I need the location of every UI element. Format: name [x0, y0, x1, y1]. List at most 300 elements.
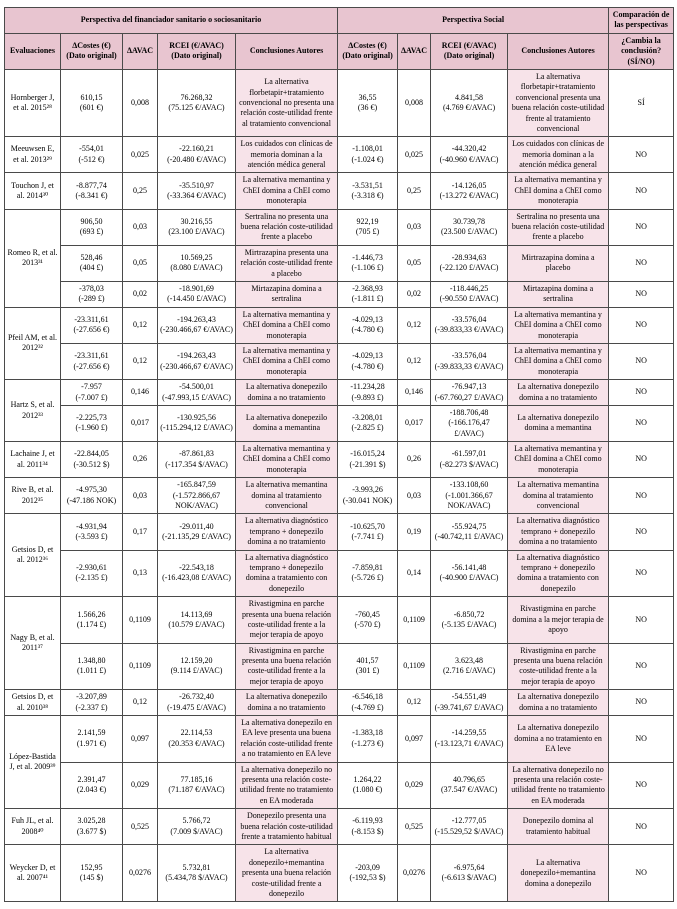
funder-delta-cost-cell: [61, 845, 123, 902]
evaluation-label: Hornberger J, et al. 2015²⁸: [5, 69, 61, 136]
evaluation-label: Hartz S, et al. 2012³³: [5, 380, 61, 442]
cost-original-value: (-1.024 €): [351, 154, 384, 164]
cost-original-value: (-27.656 €): [73, 361, 110, 371]
evaluation-label: López-Bastida J, et al. 2009³⁹: [5, 716, 61, 809]
social-delta-avac-cell: 0,03: [398, 478, 431, 514]
social-conclusion-cell: La alternativa donepezilo domina a memantina: [508, 405, 609, 441]
social-conclusions-column-header: Conclusiones Autores: [508, 33, 609, 69]
funder-delta-cost-cell: [61, 343, 123, 379]
rcei-value: -54.551,49: [451, 692, 487, 702]
social-conclusion-cell: La alternativa florbetapir+tratamiento convencional presenta una buena relación coste-utilidad frente al tratamiento convencional: [508, 69, 609, 136]
cost-value: -22.844,05: [74, 449, 109, 459]
cost-value: 922,19: [356, 216, 379, 226]
social-delta-cost-cell: [338, 643, 398, 690]
cost-value: -3.207,89: [76, 692, 107, 702]
social-delta-cost-cell: [338, 307, 398, 343]
social-conclusion-cell: Sertralina no presenta una buena relación coste-utilidad frente a placebo: [508, 209, 609, 245]
rcei-original-value: (-39.833,33 €/AVAC): [434, 361, 504, 371]
table-row: [5, 690, 674, 716]
table-row: [5, 643, 674, 690]
funder-conclusion-cell: La alternativa donepezilo domina a memantina: [236, 405, 338, 441]
rcei-original-value: (-33.364 €/AVAC): [167, 191, 226, 201]
social-delta-avac-cell: 0,525: [398, 809, 431, 845]
funder-conclusion-cell: La alternativa memantina y ChEI domina a ChEI como monoterapia: [236, 442, 338, 478]
cost-value: -4.029,13: [352, 351, 383, 361]
social-delta-cost-cell: [338, 690, 398, 716]
funder-rcei-cell: [158, 173, 236, 209]
funder-conclusion-cell: La alternativa diagnóstico temprano + donepezilo domina a no tratamiento: [236, 514, 338, 550]
table-row: [5, 514, 674, 550]
social-rcei-cell: [431, 137, 508, 173]
funder-delta-cost-cell: [61, 478, 123, 514]
rcei-original-value: (-40.900 £/AVAC): [439, 573, 499, 583]
table-row: [5, 307, 674, 343]
social-rcei-cell: [431, 716, 508, 763]
rcei-original-value: (9.114 £/AVAC): [170, 666, 223, 676]
conclusion-change-cell: NO: [609, 137, 674, 173]
rcei-original-value: (-19.475 £/AVAC): [167, 702, 226, 712]
funder-delta-avac-cell: 0,008: [123, 69, 158, 136]
social-delta-cost-cell: [338, 209, 398, 245]
rcei-original-value: (23.100 £/AVAC): [168, 227, 225, 237]
rcei-value: 3.623,48: [455, 656, 484, 666]
rcei-original-value: (-1.001.366,67 NOK/AVAC): [445, 490, 493, 511]
funder-rcei-cell: [158, 380, 236, 406]
cost-value: 610,15: [80, 92, 103, 102]
rcei-value: -22.543,18: [179, 562, 214, 572]
social-rcei-cell: [431, 514, 508, 550]
evaluation-label: Getsios D, et al. 2012³⁶: [5, 514, 61, 597]
cost-value: -6.119,93: [352, 816, 383, 826]
cost-value: -3.208,01: [352, 413, 383, 423]
cost-value: -3.993,26: [352, 485, 383, 495]
cost-original-value: (-5.726 £): [351, 573, 384, 583]
funder-rcei-cell: [158, 690, 236, 716]
social-rcei-cell: [431, 597, 508, 644]
rcei-original-value: (-47.993,15 £/AVAC): [162, 392, 231, 402]
rcei-value: -12.777,05: [451, 816, 487, 826]
table-row: [5, 845, 674, 902]
social-delta-avac-cell: 0,03: [398, 209, 431, 245]
funder-rcei-cell: [158, 343, 236, 379]
funder-conclusion-cell: La alternativa memantina y ChEI domina a ChEI como monoterapia: [236, 343, 338, 379]
cost-original-value: (601 €): [79, 103, 104, 113]
cost-value: -2.225,73: [76, 413, 107, 423]
rcei-value: 10.569,25: [180, 253, 213, 262]
cost-original-value: (-30.512 $): [73, 459, 110, 469]
rcei-value: -194.263,43: [177, 314, 216, 324]
social-delta-cost-cell: [338, 380, 398, 406]
social-delta-avac-cell: 0,029: [398, 762, 431, 809]
social-delta-cost-cell: [338, 245, 398, 281]
funder-rcei-cell: [158, 597, 236, 644]
funder-delta-avac-cell: 0,25: [123, 173, 158, 209]
rcei-original-value: (-166.176,47 £/AVAC): [448, 418, 490, 438]
cost-original-value: (-9.893 £): [351, 392, 384, 402]
funder-rcei-cell: [158, 762, 236, 809]
rcei-original-value: (-40.742,11 £/AVAC): [434, 531, 504, 541]
funder-delta-avac-cell: 0,02: [123, 281, 158, 307]
funder-delta-avac-cell: 0,097: [123, 716, 158, 763]
conclusion-change-cell: NO: [609, 380, 674, 406]
cost-value: -7.859,81: [352, 562, 383, 572]
social-rcei-cell: [431, 809, 508, 845]
rcei-value: -55.924,75: [451, 521, 487, 531]
conclusion-change-cell: NO: [609, 716, 674, 763]
cost-original-value: (693 £): [79, 227, 104, 237]
social-delta-cost-cell: [338, 762, 398, 809]
rcei-original-value: (-40.960 €/AVAC): [439, 154, 499, 164]
funder-delta-cost-cell: [61, 514, 123, 550]
social-delta-avac-cell: 0,12: [398, 690, 431, 716]
evaluation-label: Weycker D, et al. 2007⁴¹: [5, 845, 61, 902]
social-conclusion-cell: Mirtazapina domina a sertralina: [508, 281, 609, 307]
table-header: [5, 8, 674, 70]
social-avac-column-header: ΔAVAC: [398, 33, 431, 69]
cost-original-value: (1.011 £): [76, 666, 107, 676]
conclusion-change-cell: NO: [609, 173, 674, 209]
cost-original-value: (-1.811 £): [351, 294, 384, 304]
funder-conclusion-cell: La alternativa donepezilo no presenta una relación coste-utilidad frente no tratamiento en EA moderada: [236, 762, 338, 809]
funder-delta-avac-cell: 0,029: [123, 762, 158, 809]
funder-delta-avac-cell: 0,03: [123, 478, 158, 514]
rcei-original-value: (-22.120 £/AVAC): [439, 263, 499, 273]
rcei-value: 76.268,32: [180, 92, 213, 102]
cost-original-value: (-27.656 €): [73, 325, 110, 335]
funder-delta-cost-cell: [61, 281, 123, 307]
cost-original-value: (705 £): [355, 227, 380, 237]
rcei-value: 22.114,53: [180, 728, 213, 738]
funder-rcei-cell: [158, 209, 236, 245]
rcei-original-value: (23.500 £/AVAC): [440, 227, 498, 237]
conclusion-change-cell: NO: [609, 245, 674, 281]
rcei-original-value: (-21.135,29 £/AVAC): [162, 531, 231, 541]
social-rcei-cell: [431, 643, 508, 690]
cost-value: -554,01: [79, 144, 104, 154]
rcei-original-value: (-5.135 £/AVAC): [441, 619, 497, 629]
evaluation-label: Getsios D, et al. 2010³⁸: [5, 690, 61, 716]
funder-delta-cost-cell: [61, 597, 123, 644]
social-delta-cost-cell: [338, 514, 398, 550]
funder-rcei-cell: [158, 442, 236, 478]
rcei-value: -6.975,64: [453, 862, 485, 872]
cost-value: -1.108,01: [352, 144, 383, 154]
rcei-original-value: (-13.272 €/AVAC): [439, 191, 499, 201]
cost-value: -1.446,73: [352, 253, 383, 262]
table-row: [5, 597, 674, 644]
funder-rcei-cell: [158, 478, 236, 514]
social-delta-cost-cell: [338, 597, 398, 644]
funder-delta-avac-cell: 0,03: [123, 209, 158, 245]
cost-value: -378,03: [79, 283, 104, 293]
funder-conclusion-cell: Rivastigmina en parche presenta una buena relación coste-utilidad frente a la mejor terapia de apoyo: [236, 643, 338, 690]
social-rcei-cell: [431, 405, 508, 441]
social-delta-avac-cell: 0,02: [398, 281, 431, 307]
table-row: [5, 209, 674, 245]
table-row: [5, 69, 674, 136]
social-delta-cost-cell: [338, 343, 398, 379]
cost-original-value: (-512 €): [78, 154, 105, 164]
funder-rcei-cell: [158, 69, 236, 136]
social-rcei-cell: [431, 550, 508, 597]
evaluation-label: Meeuwsen E, et al. 2013²⁹: [5, 137, 61, 173]
funder-delta-cost-cell: [61, 442, 123, 478]
rcei-original-value: (-117.354 $/AVAC): [165, 459, 228, 469]
funder-conclusions-column-header: Conclusiones Autores: [236, 33, 338, 69]
social-delta-cost-cell: [338, 173, 398, 209]
column-header-row: [5, 33, 674, 69]
rcei-value: -76.947,13: [451, 382, 487, 392]
rcei-value: 5.766,72: [182, 816, 211, 826]
rcei-value: -33.576,04: [451, 314, 487, 324]
group-header-row: [5, 8, 674, 34]
rcei-value: -33.576,04: [451, 351, 487, 361]
conclusion-change-cell: NO: [609, 478, 674, 514]
cost-value: -2.368,93: [352, 283, 383, 293]
funder-rcei-cell: [158, 245, 236, 281]
cost-original-value: (-3.593 £): [75, 531, 108, 541]
rcei-value: -18.901,69: [179, 283, 214, 293]
funder-rcei-cell: [158, 809, 236, 845]
rcei-original-value: (-230.466,67 €/AVAC): [160, 361, 233, 371]
rcei-original-value: (2.716 £/AVAC): [442, 666, 496, 676]
cost-value: -2.930,61: [76, 562, 107, 572]
funder-delta-cost-cell: [61, 380, 123, 406]
social-rcei-cell: [431, 442, 508, 478]
social-conclusion-cell: La alternativa donepezilo domina a no tratamiento: [508, 380, 609, 406]
social-delta-cost-cell: [338, 845, 398, 902]
cost-value: -760,45: [355, 609, 380, 619]
funder-perspective-group-header: Perspectiva del financiador sanitario o sociosanitario: [5, 8, 338, 34]
social-rcei-cell: [431, 690, 508, 716]
cost-value: -8.877,74: [76, 180, 107, 190]
table-row: [5, 380, 674, 406]
rcei-value: -22.160,21: [179, 144, 214, 154]
rcei-original-value: (7.009 $/AVAC): [170, 826, 223, 836]
evaluations-column-header: Evaluaciones: [5, 33, 61, 69]
cost-value: -1.383,18: [352, 728, 383, 738]
cost-value: 152,95: [80, 862, 103, 872]
rcei-value: -133.108,60: [449, 480, 489, 490]
social-conclusion-cell: La alternativa donepezilo no presenta una relación coste-utilidad frente no tratamiento en EA moderada: [508, 762, 609, 809]
rcei-value: -54.500,01: [179, 382, 214, 392]
funder-conclusion-cell: La alternativa donepezilo domina a no tratamiento: [236, 690, 338, 716]
table-row: [5, 716, 674, 763]
funder-avac-column-header: ΔAVAC: [123, 33, 158, 69]
funder-rcei-cell: [158, 643, 236, 690]
funder-delta-avac-cell: 0,025: [123, 137, 158, 173]
social-conclusion-cell: La alternativa donepezilo domina a no tratamiento en EA leve: [508, 716, 609, 763]
rcei-value: -61.597,01: [451, 449, 487, 459]
rcei-value: 30.216,55: [180, 216, 213, 226]
conclusion-change-cell: NO: [609, 762, 674, 809]
rcei-value: -28.934,63: [451, 253, 487, 262]
rcei-original-value: (-39.741,67 £/AVAC): [434, 702, 504, 712]
cost-value: 528,46: [80, 253, 103, 262]
funder-delta-avac-cell: 0,1109: [123, 643, 158, 690]
rcei-original-value: (5.434,78 $/AVAC): [165, 873, 228, 883]
rcei-value: -6.850,72: [453, 609, 485, 619]
cost-original-value: (1.971 €): [76, 738, 107, 748]
cost-value: 1.566,26: [77, 609, 106, 619]
cost-original-value: (3.677 $): [76, 826, 107, 836]
cost-original-value: (-2.825 £): [351, 423, 384, 433]
cost-original-value: (301 £): [355, 666, 380, 676]
social-conclusion-cell: Rivastigmina en parche presenta una buena relación coste-utilidad frente a la mejor terapia de apoyo: [508, 643, 609, 690]
rcei-value: -56.141,48: [451, 562, 487, 572]
funder-conclusion-cell: Los cuidados con clínicas de memoria dominan a la atención médica general: [236, 137, 338, 173]
table-row: [5, 478, 674, 514]
funder-rcei-cell: [158, 514, 236, 550]
conclusion-change-cell: NO: [609, 597, 674, 644]
table-row: [5, 809, 674, 845]
evaluation-label: Lachaine J, et al. 2011³⁴: [5, 442, 61, 478]
cost-value: -16.015,24: [350, 449, 385, 459]
funder-delta-cost-cell: [61, 690, 123, 716]
funder-delta-cost-cell: [61, 245, 123, 281]
social-delta-cost-cell: [338, 405, 398, 441]
social-delta-avac-cell: 0,25: [398, 173, 431, 209]
rcei-original-value: (75.125 €/AVAC): [168, 103, 225, 113]
social-rcei-cell: [431, 209, 508, 245]
conclusion-change-cell: NO: [609, 643, 674, 690]
social-delta-avac-cell: 0,1109: [398, 597, 431, 644]
social-rcei-cell: [431, 307, 508, 343]
funder-delta-cost-cell: [61, 137, 123, 173]
cost-original-value: (-7.007 £): [75, 392, 108, 402]
funder-delta-cost-cell: [61, 550, 123, 597]
rcei-original-value: (-1.572.866,67 NOK/AVAC): [172, 490, 221, 511]
social-rcei-cell: [431, 380, 508, 406]
funder-rcei-cell: [158, 137, 236, 173]
cost-value: 2.391,47: [77, 775, 106, 784]
funder-conclusion-cell: La alternativa diagnóstico temprano + donepezilo domina a tratamiento con donepezilo: [236, 550, 338, 597]
conclusion-change-cell: NO: [609, 343, 674, 379]
funder-delta-avac-cell: 0,26: [123, 442, 158, 478]
social-delta-avac-cell: 0,14: [398, 550, 431, 597]
cost-value: 401,57: [356, 656, 379, 666]
social-delta-cost-cell: [338, 478, 398, 514]
funder-delta-cost-cell: [61, 809, 123, 845]
rcei-value: 5.732,81: [182, 862, 211, 872]
rcei-original-value: (4.769 €/AVAC): [442, 103, 496, 113]
table-row: [5, 173, 674, 209]
cost-value: 1.264,22: [353, 775, 382, 784]
table-row: [5, 245, 674, 281]
cost-original-value: (-8.153 $): [351, 826, 384, 836]
funder-delta-cost-cell: [61, 762, 123, 809]
social-delta-avac-cell: 0,025: [398, 137, 431, 173]
funder-conclusion-cell: Rivastigmina en parche presenta una buena relación coste-utilidad frente a la mejor terapia de apoyo: [236, 597, 338, 644]
evaluation-label: Fuh JL, et al. 2008⁴⁰: [5, 809, 61, 845]
rcei-value: -130.925,56: [177, 413, 216, 423]
cost-original-value: (-7.741 £): [351, 531, 384, 541]
funder-delta-avac-cell: 0,12: [123, 307, 158, 343]
funder-delta-cost-cell: [61, 209, 123, 245]
social-delta-cost-cell: [338, 281, 398, 307]
cost-original-value: (-2.337 £): [75, 702, 108, 712]
cost-original-value: (-8.341 €): [75, 191, 108, 201]
social-conclusion-cell: Los cuidados con clínicas de memoria dominan a la atención médica general: [508, 137, 609, 173]
cost-original-value: (36 €): [357, 103, 378, 113]
cost-value: -23.311,61: [74, 351, 109, 361]
table-row: [5, 137, 674, 173]
cost-original-value: (-289 £): [78, 294, 105, 304]
rcei-original-value: (71.187 €/AVAC): [168, 785, 225, 795]
cost-original-value: (-2.135 £): [75, 573, 108, 583]
rcei-original-value: (-67.760,27 £/AVAC): [434, 392, 504, 402]
funder-conclusion-cell: La alternativa memantina y ChEI domina a ChEI como monoterapia: [236, 307, 338, 343]
funder-delta-avac-cell: 0,146: [123, 380, 158, 406]
cost-original-value: (-4.780 €): [351, 325, 384, 335]
funder-delta-avac-cell: 0,13: [123, 550, 158, 597]
social-perspective-group-header: Perspectiva Social: [338, 8, 609, 34]
funder-conclusion-cell: Donepezilo presenta una buena relación coste-utilidad frente a tratamiento habitual: [236, 809, 338, 845]
table-row: [5, 550, 674, 597]
rcei-original-value: (8.080 £/AVAC): [170, 263, 223, 273]
funder-conclusion-cell: La alternativa memantina domina al tratamiento convencional: [236, 478, 338, 514]
comparison-group-header: Comparación de las perspectivas: [609, 8, 674, 34]
cost-original-value: (1.174 £): [76, 619, 107, 629]
funder-rcei-column-header: RCEI (€/AVAC) (Dato original): [158, 33, 236, 69]
cost-original-value: (-1.960 £): [75, 423, 108, 433]
funder-rcei-cell: [158, 307, 236, 343]
cost-original-value: (145 $): [79, 873, 104, 883]
rcei-value: -118.446,25: [449, 283, 489, 293]
social-rcei-cell: [431, 478, 508, 514]
social-delta-avac-cell: 0,008: [398, 69, 431, 136]
social-rcei-cell: [431, 281, 508, 307]
conclusion-change-cell: NO: [609, 809, 674, 845]
rcei-original-value: (-230.466,67 €/AVAC): [160, 325, 233, 335]
funder-rcei-cell: [158, 845, 236, 902]
social-rcei-cell: [431, 69, 508, 136]
cost-value: 36,55: [358, 92, 377, 102]
rcei-original-value: (-16.423,08 £/AVAC): [162, 573, 231, 583]
social-conclusion-cell: La alternativa memantina y ChEI domina a ChEI como monoterapia: [508, 343, 609, 379]
table-row: [5, 762, 674, 809]
rcei-original-value: (-20.480 €/AVAC): [167, 154, 226, 164]
cost-value: 2.141,59: [77, 728, 106, 738]
funder-conclusion-cell: Mirtazapina domina a sertralina: [236, 281, 338, 307]
funder-delta-cost-cell: [61, 716, 123, 763]
funder-rcei-cell: [158, 716, 236, 763]
conclusion-change-cell: NO: [609, 442, 674, 478]
social-conclusion-cell: La alternativa memantina y ChEI domina a ChEI como monoterapia: [508, 307, 609, 343]
social-delta-avac-cell: 0,12: [398, 343, 431, 379]
social-rcei-cell: [431, 845, 508, 902]
cost-value: 1.348,80: [77, 656, 106, 666]
social-conclusion-cell: Donepezilo domina al tratamiento habitual: [508, 809, 609, 845]
rcei-original-value: (-115.294,12 £/AVAC): [160, 423, 233, 433]
social-conclusion-cell: Mirtrazapina domina a placebo: [508, 245, 609, 281]
funder-delta-avac-cell: 0,525: [123, 809, 158, 845]
cost-value: -11.234,28: [350, 382, 385, 392]
cost-original-value: (2.043 €): [76, 785, 107, 795]
rcei-value: 12.159,20: [180, 656, 213, 666]
social-rcei-cell: [431, 245, 508, 281]
cost-value: 3.025,28: [77, 816, 106, 826]
funder-delta-cost-cell: [61, 307, 123, 343]
conclusion-change-cell: NO: [609, 405, 674, 441]
social-rcei-cell: [431, 762, 508, 809]
cost-original-value: (-4.769 £): [351, 702, 384, 712]
funder-delta-avac-cell: 0,05: [123, 245, 158, 281]
cost-original-value: (-3.318 €): [351, 191, 384, 201]
cost-original-value: (-570 £): [354, 619, 381, 629]
rcei-original-value: (37.547 €/AVAC): [440, 785, 498, 795]
conclusion-change-cell: NO: [609, 307, 674, 343]
